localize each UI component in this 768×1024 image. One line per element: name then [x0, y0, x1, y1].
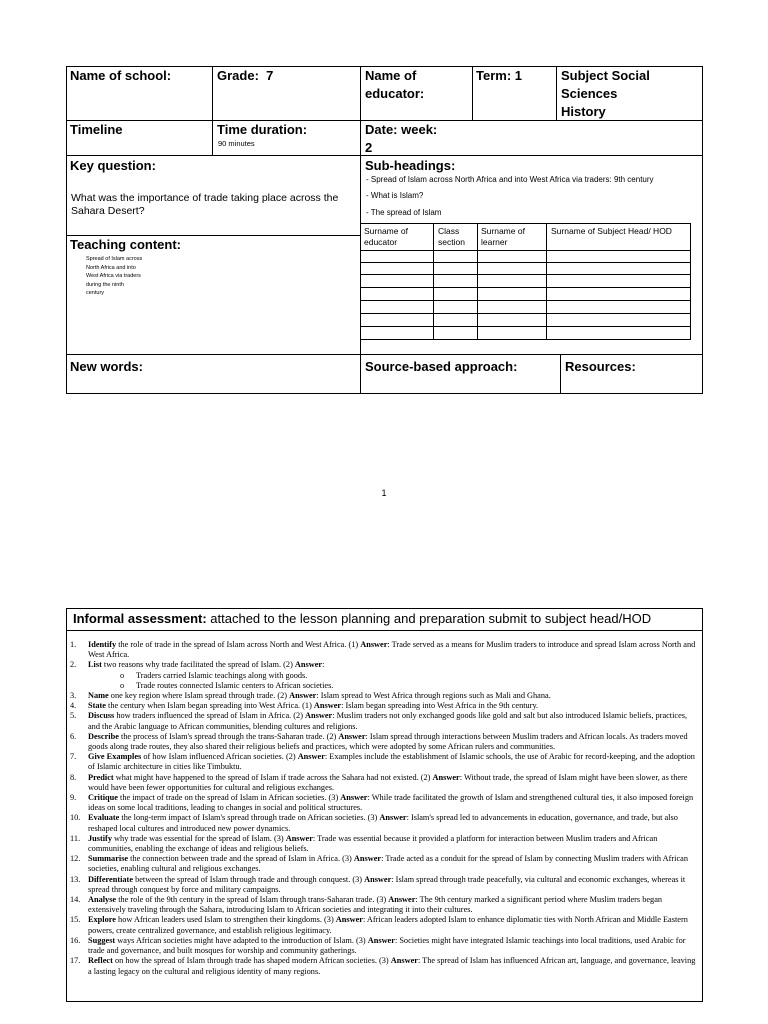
question-number: 15. [70, 915, 81, 925]
answer-subitem: o Trade routes connected Islamic centers to African societies. [120, 681, 698, 691]
question-text: the connection between trade and the spread of Islam in Africa. (3) [128, 854, 354, 864]
date-week-line: Date: week: [365, 122, 438, 137]
surname-row-divider [360, 287, 691, 288]
teaching-line: North Africa and into [86, 264, 136, 271]
question-number: 10. [70, 813, 81, 823]
question-text: the century when Islam began spreading into West Africa. (1) [105, 701, 314, 711]
answer-text: : Islam began spreading into West Africa in the 9th century. [341, 701, 539, 711]
question-text: two reasons why trade facilitated the spread of Islam. (2) [101, 660, 295, 670]
teaching-content-text [86, 255, 142, 298]
date-week-label [365, 121, 437, 157]
question-number: 8. [70, 772, 77, 782]
new-words-label: New words: [70, 359, 143, 374]
col-divider [556, 66, 557, 120]
surname-row-divider [360, 300, 691, 301]
question-verb: Describe [88, 731, 119, 741]
sub-heading-item: - The spread of Islam [366, 208, 442, 217]
subject-line-2: Sciences [561, 86, 618, 101]
answer-label: Answer [305, 711, 333, 721]
name-of-educator-line-2: educator: [365, 86, 425, 101]
question-item [70, 752, 698, 772]
answer-text: : While trade facilitated the growth of Islam and strengthened cultural ties, it also imposed foreign ideas on some local traditions, leading to changes in social and political structures. [88, 793, 694, 813]
time-duration-value: 90 minutes [218, 139, 255, 148]
question-number: 5. [70, 711, 77, 721]
question-item [70, 773, 698, 793]
question-text: the process of Islam's spread through the trans-Saharan trade. (2) [118, 731, 339, 741]
question-item [70, 660, 698, 691]
assessment-title [73, 611, 651, 627]
teaching-line: century [86, 290, 105, 296]
question-item [70, 793, 698, 813]
timeline-label: Timeline [70, 122, 123, 137]
key-question-label: Key question: [70, 158, 156, 173]
answer-label: Answer [285, 833, 313, 843]
sub-heading-item: - Spread of Islam across North Africa and into West Africa via traders: 9th century [366, 175, 654, 184]
col-divider [212, 66, 213, 155]
question-number: 7. [70, 752, 77, 762]
question-text: the long-term impact of Islam's spread through trade on African societies. (3) [119, 813, 380, 823]
question-number: 3. [70, 691, 77, 701]
question-text: how African leaders used Islam to strengthen their kingdoms. (3) [115, 915, 336, 925]
surname-row-divider [360, 250, 691, 251]
surname-header-hod: Surname of Subject Head/ HOD [551, 226, 672, 236]
question-number: 6. [70, 731, 77, 741]
question-verb: Summarise [88, 854, 129, 864]
question-item [70, 732, 698, 752]
question-number: 16. [70, 935, 81, 945]
assessment-title-divider [66, 630, 703, 631]
question-verb: Differentiate [88, 874, 133, 884]
col-divider [472, 66, 473, 120]
date-week-value: 2 [365, 140, 373, 155]
page-number: 1 [381, 488, 387, 498]
question-verb: Reflect [88, 956, 113, 966]
surname-col-divider [546, 223, 547, 340]
source-based-label: Source-based approach: [365, 359, 518, 374]
question-text: the role of the 9th century in the spread of Islam through trans-Saharan trade. (3) [116, 895, 389, 905]
question-text: one key region where Islam spread through trade. (2) [108, 691, 290, 701]
sub-heading-item: - What is Islam? [366, 191, 424, 200]
answer-label: Answer [335, 915, 363, 925]
question-item [70, 915, 698, 935]
answer-label: Answer [289, 691, 317, 701]
answer-text: : Examples include the establishment of Islamic schools, the use of Arabic for record-keeping, and the adoption of Islamic architecture in cities like Timbuktu. [88, 752, 695, 772]
subject-label [561, 67, 650, 121]
surname-row-divider [360, 274, 691, 275]
question-item [70, 701, 698, 711]
question-text: what might have happened to the spread of Islam if trade across the Sahara had not existed. (2) [113, 772, 433, 782]
surname-col-divider [477, 223, 478, 340]
question-verb: State [88, 701, 106, 711]
question-text: how traders influenced the spread of Islam in Africa. (2) [114, 711, 306, 721]
question-item [70, 956, 698, 976]
col-divider [560, 354, 561, 394]
question-item [70, 854, 698, 874]
question-item [70, 834, 698, 854]
sub-headings-label: Sub-headings: [365, 158, 456, 173]
question-text: ways African societies might have adapted to the introduction of Islam. (3) [115, 935, 368, 945]
question-text: why trade was essential for the spread of Islam. (3) [111, 833, 286, 843]
question-item [70, 875, 698, 895]
answer-text: : Islam's spread led to advancements in education, governance, and trade, but also reshaped local cultures and introduced new power dynamics. [88, 813, 678, 833]
question-text: of how Islam influenced African societies. (2) [141, 752, 298, 762]
question-item [70, 640, 698, 660]
answer-text: : The 9th century marked a significant period where Muslim traders began extensively traveling through the Sahara, introducing Islam to African societies and integrating it into their cultures. [88, 895, 663, 915]
answer-text: : Islam spread through interactions between Muslim traders and African locals. As traders moved goods along trade routes, they also shared their religious beliefs and practices, which were adopted by some African rulers and communities. [88, 731, 688, 752]
answer-text: : Islam spread to West Africa through regions such as Mali and Ghana. [316, 691, 551, 701]
question-number: 1. [70, 640, 77, 649]
question-number: 4. [70, 701, 77, 711]
question-number: 14. [70, 895, 81, 905]
question-list [70, 640, 698, 977]
question-item [70, 813, 698, 833]
assessment-title-rest: attached to the lesson planning and preparation submit to subject head/HOD [206, 611, 652, 626]
answer-label: Answer [294, 660, 323, 670]
answer-label: Answer [388, 895, 416, 905]
answer-label: Answer [297, 752, 325, 762]
name-of-educator-label [365, 67, 424, 103]
subject-line-3: History [561, 104, 606, 119]
question-number: 2. [70, 660, 77, 670]
answer-text: : Trade served as a means for Muslim traders to introduce and spread Islam across North and West Africa. [88, 640, 696, 660]
answer-label: Answer [390, 956, 418, 966]
grade-label: Grade: 7 [217, 68, 274, 83]
question-number: 12. [70, 854, 81, 864]
surname-row-divider [360, 326, 691, 327]
question-text: the impact of trade on the spread of Islam in African societies. (3) [117, 793, 341, 803]
term-label: Term: 1 [476, 68, 522, 83]
answer-text: : Trade was essential because it provided a platform for interaction between Muslim traders and African communities, enabling the exchange of ideas and religious beliefs. [88, 833, 658, 854]
answer-text: : Societies might have integrated Islamic teachings into local traditions, used Arabic for trade and governance, and built mosques for worship and community gatherings. [88, 935, 686, 956]
question-text: between the spread of Islam through trade and through conquest. (3) [133, 874, 365, 884]
answer-text: : The spread of Islam has influenced African art, language, and governance, leaving a lasting legacy on the cultural and religious identity of many regions. [88, 956, 696, 976]
answer-sublist [88, 671, 698, 691]
teaching-line: West Africa via traders [86, 273, 141, 279]
answer-text: : African leaders adopted Islam to enhance diplomatic ties with North African and Middle Eastern powers, create centralized governance, and establish religious legitimacy. [88, 915, 688, 935]
surname-header-educator: Surname of educator [364, 226, 408, 247]
resources-label: Resources: [565, 359, 636, 374]
surname-row-divider [360, 313, 691, 314]
question-text: on how the spread of Islam through trade has shaped modern African societies. (3) [112, 956, 391, 966]
answer-text: : Muslim traders not only exchanged goods like gold and salt but also introduced Islamic beliefs, practices, and the Arabic language to African communities, blending cultures and religions. [88, 711, 688, 731]
question-number: 13. [70, 874, 81, 884]
answer-label: Answer [313, 701, 342, 711]
question-verb: Discuss [88, 711, 115, 721]
teaching-line: during the ninth [86, 281, 124, 288]
question-item [70, 895, 698, 915]
question-verb: List [88, 660, 102, 670]
question-verb: Identify [88, 640, 117, 649]
answer-text: : Islam spread through trade peacefully, via cultural and economic exchanges, whereas it spread through conquest by force and military campaigns. [88, 874, 686, 894]
question-item [70, 691, 698, 701]
answer-label: Answer [338, 731, 366, 741]
surname-col-divider [433, 223, 434, 340]
answer-label: Answer [364, 874, 392, 884]
answer-text: : [322, 660, 325, 670]
question-item [70, 711, 698, 731]
question-verb: Evaluate [88, 813, 120, 823]
answer-label: Answer [367, 935, 395, 945]
name-of-school-label: Name of school: [70, 68, 172, 83]
teaching-content-label: Teaching content: [70, 237, 181, 252]
answer-label: Answer [379, 813, 407, 823]
answer-label: Answer [353, 854, 382, 864]
answer-subitem: o Traders carried Islamic teachings along with goods. [120, 671, 698, 681]
answer-label: Answer [340, 793, 368, 803]
row-divider [66, 354, 703, 355]
question-number: 9. [70, 793, 77, 803]
teaching-line: Spread of Islam across [86, 256, 143, 262]
name-of-educator-line-1: Name of [365, 68, 417, 83]
question-verb: Suggest [88, 935, 116, 945]
answer-text: : Without trade, the spread of Islam might have been slower, as there would have been fewer opportunities for cultural and religious exchanges. [88, 772, 688, 792]
question-verb: Give Examples [88, 752, 142, 762]
key-question-text: What was the importance of trade taking place across the Sahara Desert? [71, 192, 339, 217]
surname-header-class: Class section [438, 226, 465, 247]
question-verb: Name [88, 691, 109, 701]
question-text: the role of trade in the spread of Islam across North and West Africa. (1) [116, 640, 361, 649]
question-verb: Justify [88, 833, 112, 843]
subject-line-1: Subject Social [561, 68, 650, 83]
question-item [70, 936, 698, 956]
question-number: 17. [70, 956, 81, 966]
question-number: 11. [70, 833, 81, 843]
answer-label: Answer [360, 640, 388, 649]
question-verb: Analyse [88, 895, 117, 905]
question-verb: Predict [88, 772, 114, 782]
answer-label: Answer [432, 772, 460, 782]
surname-header-learner: Surname of learner [481, 226, 525, 247]
question-verb: Explore [88, 915, 116, 925]
time-duration-label: Time duration: [217, 122, 308, 137]
surname-row-divider [360, 262, 691, 263]
assessment-title-bold: Informal assessment: [73, 611, 207, 626]
question-verb: Critique [88, 793, 118, 803]
answer-text: : Trade acted as a conduit for the spread of Islam by connecting Muslim traders with African societies, enabling cultural and religious exchanges. [88, 854, 688, 874]
